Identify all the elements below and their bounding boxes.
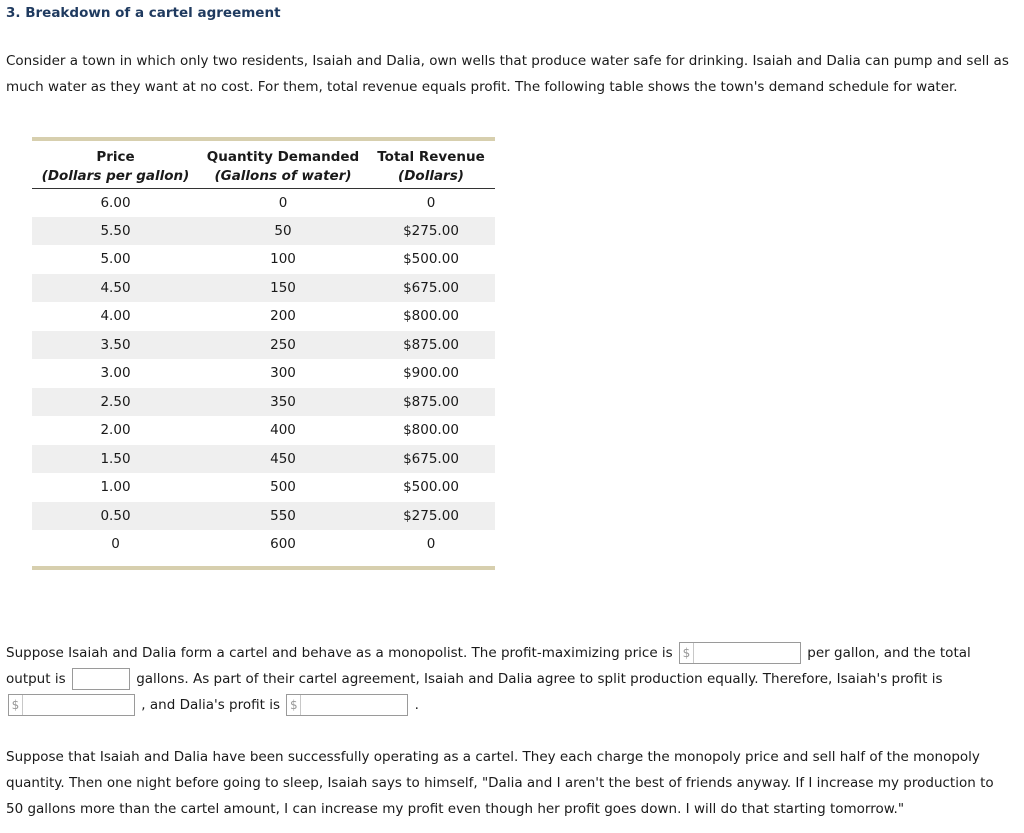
table-row (32, 359, 495, 388)
quantity-cell: 100 (270, 251, 296, 268)
price-cell: 2.50 (32, 388, 199, 417)
revenue-cell: 0 (426, 194, 436, 211)
dollar-sign-icon: $ (9, 695, 23, 715)
q1-text-5: . (414, 697, 419, 713)
table-row (32, 388, 495, 417)
price-cell: 5.00 (100, 251, 131, 268)
table-bottom-rule (32, 566, 495, 570)
revenue-cell: $800.00 (403, 308, 459, 325)
subheader-revenue: (Dollars) (367, 165, 495, 188)
q1-text-3: gallons. As part of their cartel agreement, Isaiah and Dalia agree to split production equally. Therefore, Isaiah's profit is (136, 671, 943, 687)
table-row (32, 530, 495, 559)
price-cell: 1.50 (32, 445, 199, 474)
q1-text-2: per gallon, and the total output is (6, 645, 971, 687)
quantity-cell: 200 (270, 308, 296, 325)
revenue-cell: $675.00 (367, 445, 495, 474)
quantity-cell: 300 (270, 365, 296, 382)
price-cell: 6.00 (100, 194, 131, 211)
price-cell: 3.00 (100, 365, 131, 382)
dalia-profit-input[interactable] (286, 694, 408, 716)
table-row (32, 445, 495, 474)
quantity-cell: 250 (199, 331, 367, 360)
quantity-cell: 0 (278, 194, 288, 211)
revenue-cell: $900.00 (403, 365, 459, 382)
revenue-cell: $800.00 (403, 422, 459, 439)
table-row (32, 473, 495, 502)
deviation-paragraph: Suppose that Isaiah and Dalia have been successfully operating as a cartel. They each charge the monopoly price and sell half of the monopoly quantity. Then one night before going to sleep, Isaiah says to himself, "Dalia and I aren't the best of friends anyway. If I increase my production to 50 gallons more than the cartel amount, I can increase my profit even though her profit goes down. I will do that starting tomorrow." (6, 749, 994, 817)
price-cell: 2.00 (100, 422, 131, 439)
q1-text-4: , and Dalia's profit is (141, 697, 281, 713)
table-row (32, 188, 495, 217)
subheader-price: (Dollars per gallon) (32, 165, 199, 188)
table-row (32, 274, 495, 303)
price-input[interactable] (679, 642, 801, 664)
table-row (32, 331, 495, 360)
price-cell: 4.50 (32, 274, 199, 303)
header-price: Price (96, 149, 135, 165)
table-row (32, 502, 495, 531)
table-row (32, 245, 495, 274)
dollar-sign-icon: $ (287, 695, 301, 715)
revenue-cell: $875.00 (367, 388, 495, 417)
price-cell: 1.00 (100, 479, 131, 496)
price-cell: 3.50 (32, 331, 199, 360)
quantity-cell: 400 (270, 422, 296, 439)
revenue-cell: $500.00 (403, 251, 459, 268)
table-row (32, 217, 495, 246)
quantity-cell: 450 (199, 445, 367, 474)
revenue-cell: $500.00 (403, 479, 459, 496)
demand-schedule-table (32, 137, 495, 570)
isaiah-profit-input[interactable] (8, 694, 135, 716)
dollar-sign-icon: $ (680, 643, 694, 663)
quantity-cell: 500 (270, 479, 296, 496)
quantity-cell: 150 (199, 274, 367, 303)
quantity-cell: 550 (199, 502, 367, 531)
q1-text-1: Suppose Isaiah and Dalia form a cartel and behave as a monopolist. The profit-maximizing price is (6, 645, 673, 661)
quantity-cell: 50 (199, 217, 367, 246)
cartel-question (6, 640, 1011, 718)
total-output-input[interactable] (72, 668, 130, 690)
price-cell: 0.50 (32, 502, 199, 531)
revenue-cell: $275.00 (367, 217, 495, 246)
revenue-cell: $275.00 (367, 502, 495, 531)
header-quantity: Quantity Demanded (206, 149, 360, 165)
quantity-cell: 600 (270, 536, 296, 553)
price-cell: 0 (111, 536, 120, 553)
revenue-cell: $675.00 (367, 274, 495, 303)
revenue-cell: $875.00 (367, 331, 495, 360)
subheader-quantity: (Gallons of water) (199, 165, 367, 188)
intro-paragraph: Consider a town in which only two residents, Isaiah and Dalia, own wells that produce water safe for drinking. Isaiah and Dalia can pump and sell as much water as they want at no cost. For them, total revenue equals profit. The following table shows the town's demand schedule for water. (6, 53, 1009, 95)
price-cell: 5.50 (32, 217, 199, 246)
price-cell: 4.00 (100, 308, 131, 325)
quantity-cell: 350 (199, 388, 367, 417)
page-title: 3. Breakdown of a cartel agreement (6, 5, 281, 21)
table-row (32, 302, 495, 331)
header-revenue: Total Revenue (377, 149, 485, 165)
revenue-cell: 0 (426, 536, 436, 553)
table-row (32, 416, 495, 445)
